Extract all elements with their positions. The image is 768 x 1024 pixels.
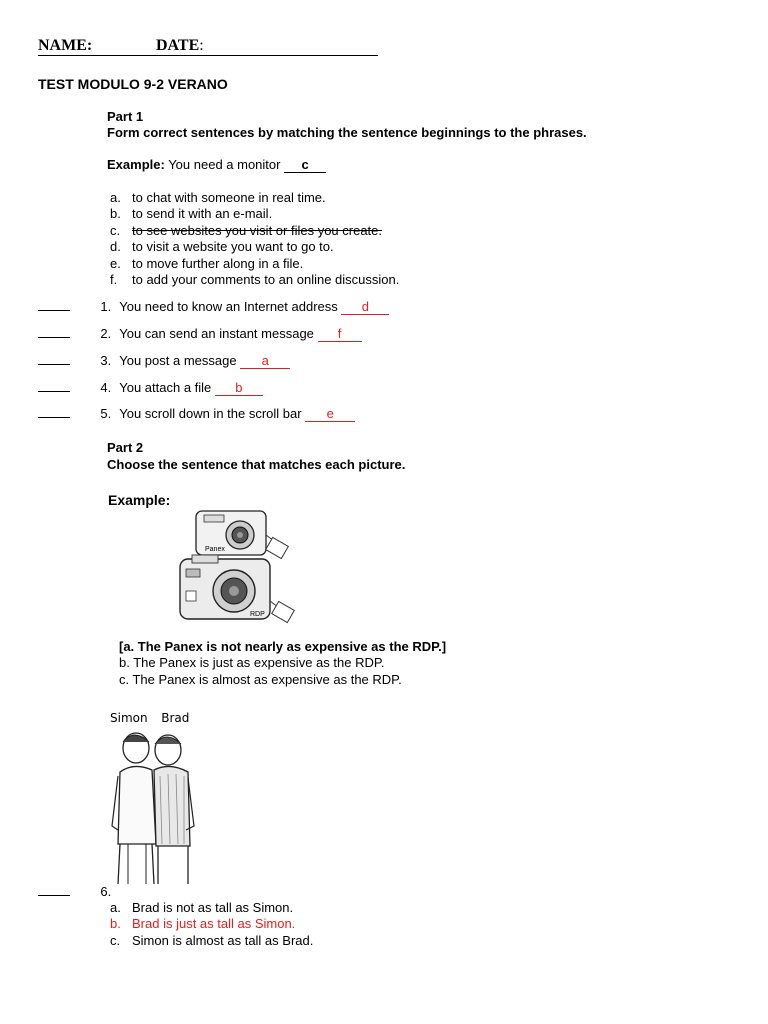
date-label: DATE [156, 37, 200, 54]
part1-heading: Part 1 [107, 109, 144, 124]
part1-example-answer: c [284, 157, 326, 173]
example-option-a: [a. The Panex is not nearly as expensive as the RDP.] [119, 639, 447, 654]
simon-figure-icon [112, 733, 156, 884]
filled-answer: a [240, 353, 290, 369]
question-5: 5. You scroll down in the scroll bar e [38, 406, 355, 422]
rdp-camera-icon [180, 555, 294, 623]
answer-blank[interactable] [38, 417, 70, 418]
cameras-illustration [170, 505, 300, 627]
filled-answer: d [341, 299, 389, 315]
date-field [156, 37, 204, 55]
part1-example-label: Example: [107, 157, 165, 172]
part2-example-label: Example: [108, 492, 171, 508]
name-label: NAME: [38, 37, 93, 54]
question-6-options [110, 900, 313, 949]
filled-answer: b [215, 380, 263, 396]
question-6: 6. [38, 884, 119, 899]
brad-label: Brad [161, 711, 190, 725]
q6-option-a: a. Brad is not as tall as Simon. [110, 900, 294, 915]
panex-camera-icon [196, 511, 288, 559]
simon-brad-illustration [104, 726, 200, 886]
date-colon: : [199, 37, 204, 54]
answer-blank[interactable] [38, 895, 70, 896]
svg-text:Panex: Panex [205, 546, 225, 553]
option-d: d. to visit a website you want to go to. [110, 239, 334, 255]
answer-blank[interactable] [38, 337, 70, 338]
part2-instruction: Choose the sentence that matches each picture. [107, 457, 406, 472]
name-date-underline [38, 55, 378, 56]
option-b: b. to send it with an e-mail. [110, 206, 273, 222]
part1-example-text: You need a monitor [168, 157, 281, 172]
simon-label: Simon [110, 711, 148, 725]
q6-option-c: c. Simon is almost as tall as Brad. [110, 932, 314, 948]
people-labels [110, 711, 189, 725]
part2-heading: Part 2 [107, 440, 144, 455]
q6-option-b-selected: b. Brad is just as tall as Simon. [110, 916, 296, 932]
option-c: c. to see websites you visit or files you create. [110, 222, 383, 238]
question-2: 2. You can send an instant message f [38, 326, 362, 342]
part1-options-list [110, 190, 399, 288]
svg-text:RDP: RDP [250, 611, 265, 618]
question-3: 3. You post a message a [38, 353, 290, 369]
option-a: a. to chat with someone in real time. [110, 190, 326, 205]
test-title: TEST MODULO 9-2 VERANO [38, 76, 228, 92]
answer-blank[interactable] [38, 391, 70, 392]
filled-answer: e [305, 406, 355, 422]
filled-answer: f [318, 326, 362, 342]
option-e: e. to move further along in a file. [110, 255, 304, 271]
part1-example [107, 157, 326, 173]
answer-blank[interactable] [38, 310, 70, 311]
question-1: 1. You need to know an Internet address d [38, 299, 389, 315]
part1-instruction: Form correct sentences by matching the sentence beginnings to the phrases. [107, 125, 587, 140]
example-option-c: c. The Panex is almost as expensive as the RDP. [119, 671, 402, 687]
part2-example-options [119, 639, 446, 688]
question-4: 4. You attach a file b [38, 380, 263, 396]
answer-blank[interactable] [38, 364, 70, 365]
brad-figure-icon [154, 735, 194, 884]
option-f: f. to add your comments to an online discussion. [110, 272, 400, 288]
example-option-b: b. The Panex is just as expensive as the RDP. [119, 655, 385, 671]
